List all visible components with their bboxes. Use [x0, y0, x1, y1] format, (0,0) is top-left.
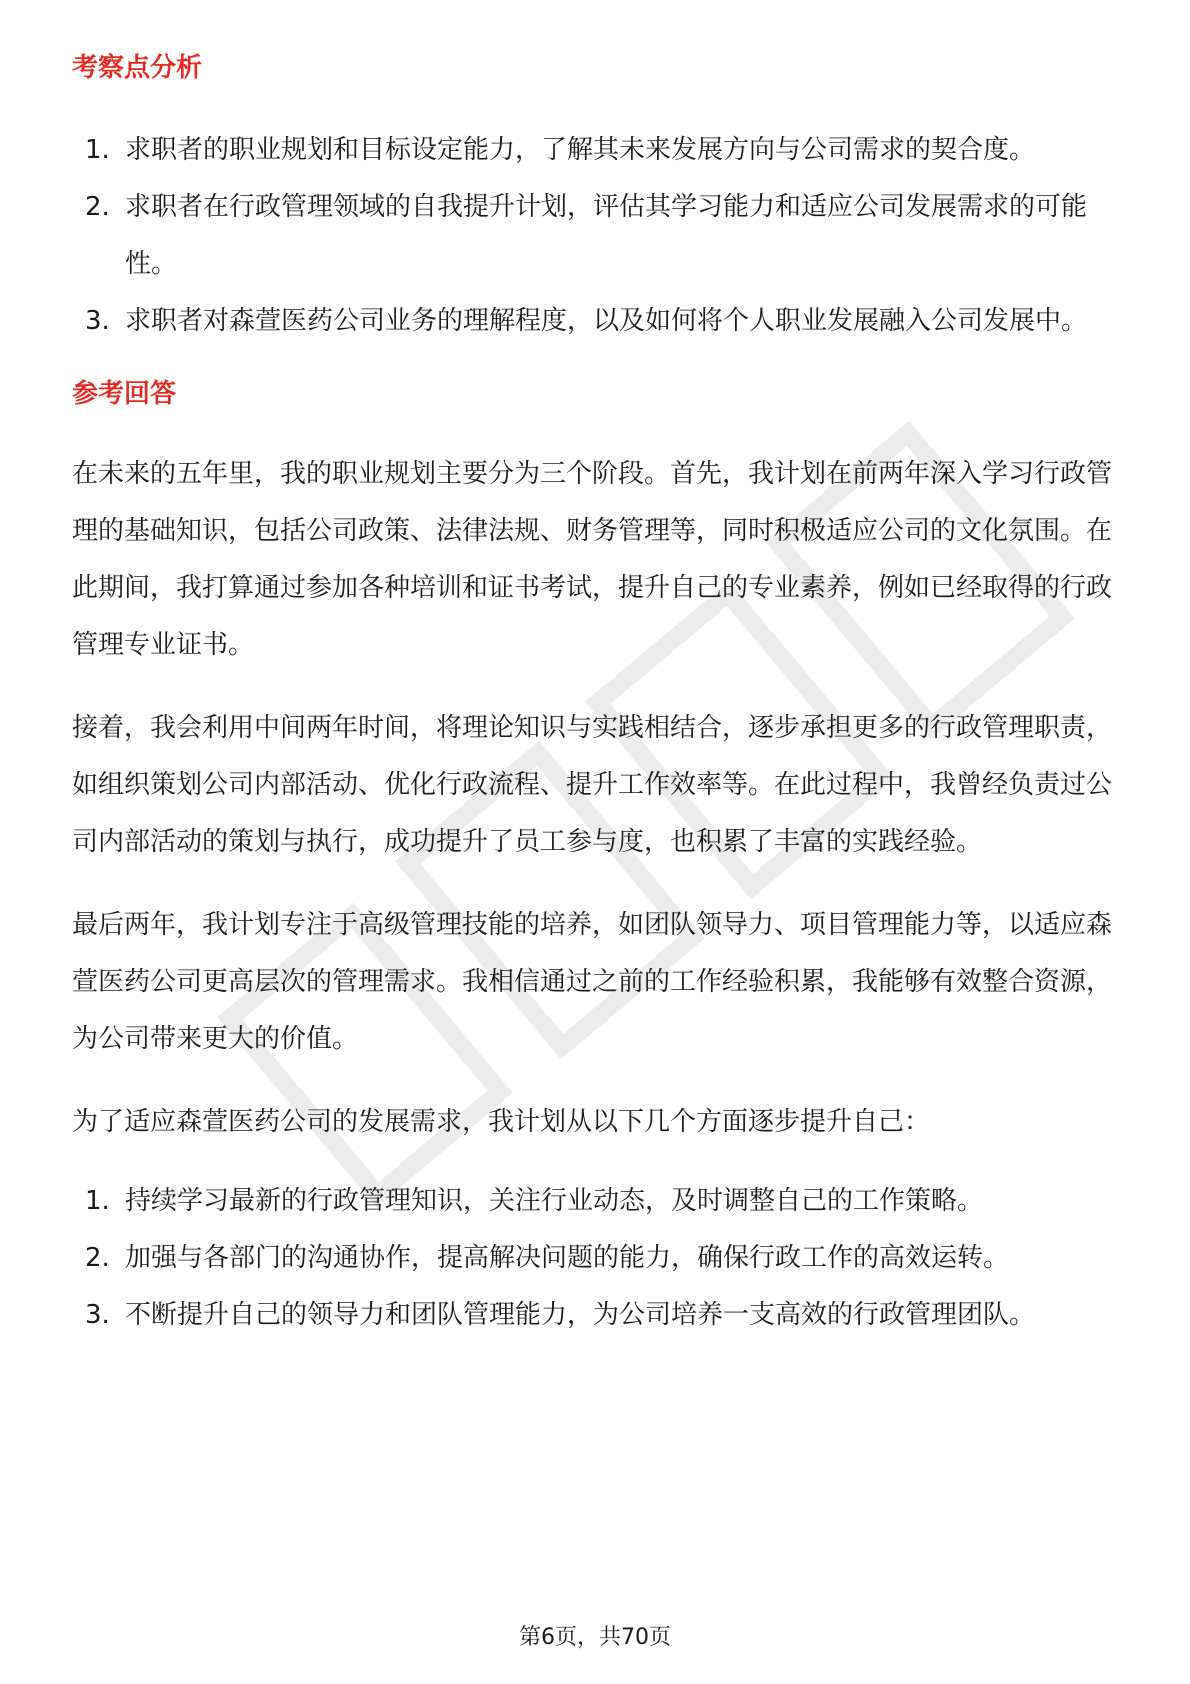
answer-list — [72, 1173, 1118, 1344]
answer-paragraph: 最后两年，我计划专注于高级管理技能的培养，如团队领导力、项目管理能力等，以适应森萱医药公司更高层次的管理需求。我相信通过之前的工作经验积累，我能够有效整合资源，为公司带来更大的价值。 — [72, 910, 1113, 1054]
list-number: 3. — [85, 306, 110, 336]
list-item — [72, 1287, 1118, 1344]
list-item — [72, 1230, 1118, 1287]
answer-paragraph: 在未来的五年里，我的职业规划主要分为三个阶段。首先，我计划在前两年深入学习行政管理的基础知识，包括公司政策、法律法规、财务管理等，同时积极适应公司的文化氛围。在此期间，我打算通过参加各种培训和证书考试，提升自己的专业素养，例如已经取得的行政管理专业证书。 — [72, 459, 1113, 660]
answer-paragraph: 接着，我会利用中间两年时间，将理论知识与实践相结合，逐步承担更多的行政管理职责，如组织策划公司内部活动、优化行政流程、提升工作效率等。在此过程中，我曾经负责过公司内部活动的策划与执行，成功提升了员工参与度，也积累了丰富的实践经验。 — [72, 713, 1113, 857]
list-item-text: 求职者的职业规划和目标设定能力，了解其未来发展方向与公司需求的契合度。 — [125, 135, 1036, 165]
list-item-text: 持续学习最新的行政管理知识，关注行业动态，及时调整自己的工作策略。 — [125, 1186, 984, 1216]
list-item — [72, 1173, 1118, 1230]
list-item-text: 加强与各部门的沟通协作，提高解决问题的能力，确保行政工作的高效运转。 — [125, 1243, 1010, 1273]
list-item-text: 不断提升自己的领导力和团队管理能力，为公司培养一支高效的行政管理团队。 — [125, 1300, 1036, 1330]
list-item-text: 求职者对森萱医药公司业务的理解程度，以及如何将个人职业发展融入公司发展中。 — [125, 306, 1088, 336]
analysis-heading: 考察点分析 — [72, 53, 203, 83]
answer-paragraph: 为了适应森萱医药公司的发展需求，我计划从以下几个方面逐步提升自己： — [72, 1107, 931, 1137]
page-footer: 第6页，共70页 — [519, 1625, 671, 1650]
list-item — [72, 179, 1118, 293]
list-number: 2. — [85, 192, 110, 222]
list-number: 3. — [85, 1300, 110, 1330]
analysis-list — [72, 122, 1118, 350]
content-area — [72, 48, 1118, 1344]
list-number: 2. — [85, 1243, 110, 1273]
list-item — [72, 122, 1118, 179]
list-number: 1. — [85, 1186, 110, 1216]
list-number: 1. — [85, 135, 110, 165]
list-item-text: 求职者在行政管理领域的自我提升计划，评估其学习能力和适应公司发展需求的可能性。 — [125, 192, 1088, 279]
list-item — [72, 293, 1118, 350]
answer-heading: 参考回答 — [72, 379, 177, 409]
